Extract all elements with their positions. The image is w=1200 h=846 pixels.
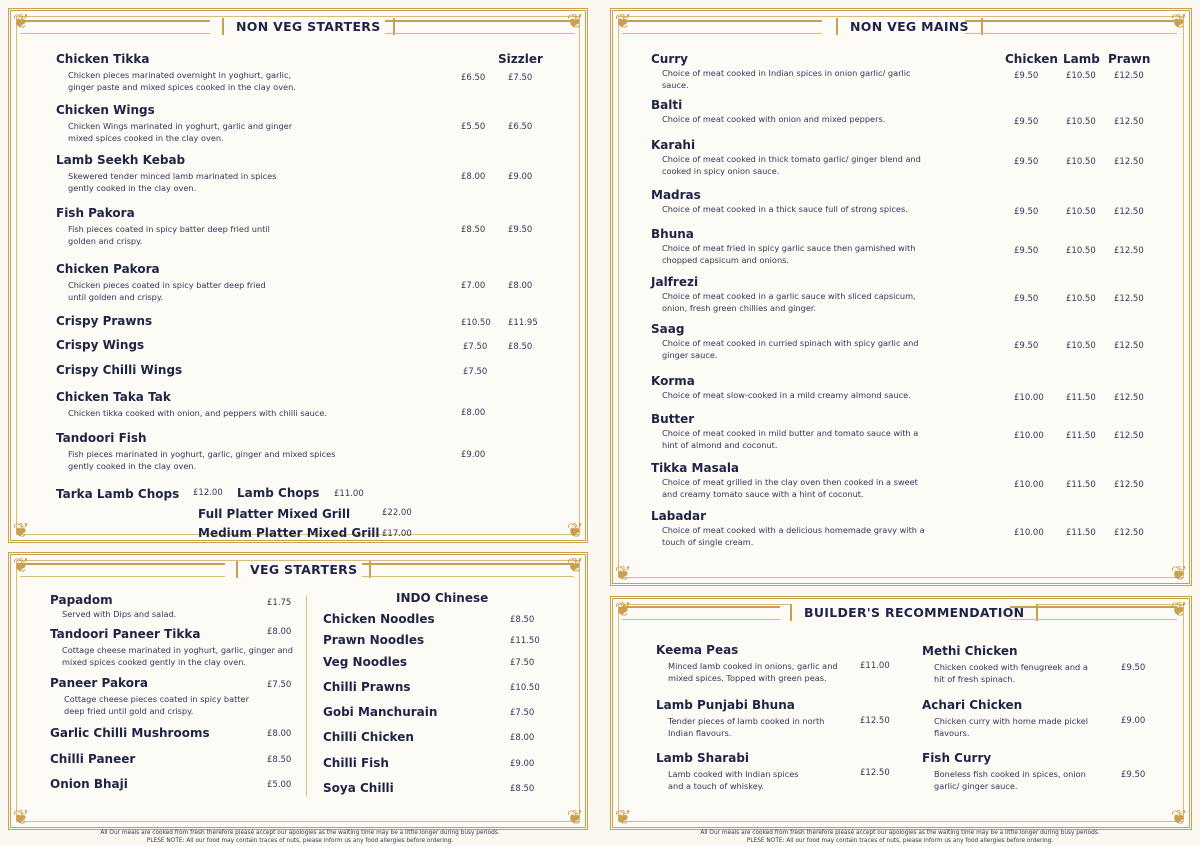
item-name: Methi Chicken [922,644,1018,658]
item-price: £8.00 [267,729,292,739]
list-item [651,275,941,314]
flourish-icon: ❦ [12,805,30,829]
item-price: £7.50 [463,367,488,377]
item-price: £7.00 [461,281,486,291]
item-description: Chicken tikka cooked with onion, and peppers with chilli sauce. [68,408,327,418]
flourish-icon: ❦ [614,597,632,621]
ornament-divider [20,563,225,577]
item-lamb-price: £11.50 [1066,431,1096,441]
item-price: £7.50 [463,342,488,352]
item-description: Choice of meat fried in spicy garlic sauce then garnished with chopped capsicum and onions. [662,243,916,265]
list-item [56,431,376,472]
item-chicken-price: £10.00 [1014,431,1044,441]
list-item [651,374,941,402]
item-name: Karahi [651,138,696,152]
flourish-icon: ❦ [1170,597,1188,621]
item-lamb-price: £10.50 [1066,157,1096,167]
list-item [656,751,856,792]
prawn-column-header: Prawn [1108,52,1151,66]
footer-note-right [640,830,1160,845]
item-name: Chilli Fish [323,756,389,770]
item-sizzler-price: £7.50 [508,73,533,83]
item-prawn-price: £12.50 [1114,117,1144,127]
item-price: £12.00 [193,488,223,498]
item-prawn-price: £12.50 [1114,393,1144,403]
item-price: £8.50 [510,784,535,794]
list-item [651,461,941,500]
item-description: Chicken pieces marinated overnight in yoghurt, garlic, ginger paste and mixed spices cooked in the clay oven. [68,70,296,92]
item-name: Saag [651,322,685,336]
flourish-icon: ❦ [614,9,632,33]
item-name: Chicken Wings [56,103,155,117]
item-price: £8.00 [461,172,486,182]
footer-line: All Our meals are cooked from fresh therefore please accept our apologies as the waiting time may be a little longer during busy periods. [700,830,1100,836]
flourish-icon: ❦ [614,561,632,585]
item-name: Crispy Prawns [56,314,153,328]
list-item [651,188,941,216]
item-description: Choice of meat cooked in Indian spices in onion garlic/ garlic sauce. [662,68,911,90]
ornament-divider [622,606,780,620]
item-price: £11.00 [860,661,890,671]
item-sizzler-price: £6.50 [508,122,533,132]
item-price: £5.50 [461,122,486,132]
item-description: Choice of meat cooked in thick tomato garlic/ ginger blend and cooked in spicy onion sauce. [662,154,921,176]
item-price: £11.50 [510,636,540,646]
item-description: Chicken curry with home made pickel flavours. [934,716,1089,738]
item-description: Choice of meat grilled in the clay oven then cooked in a sweet and creamy tomato sauce with a hint of coconut. [662,477,918,499]
item-description: Lamb cooked with Indian spices and a touch of whiskey. [668,769,799,791]
list-item [651,509,941,548]
item-description: Tender pieces of lamb cooked in north Indian flavours. [668,716,825,738]
item-price: £8.50 [510,615,535,625]
item-description: Served with Dips and salad. [62,609,177,619]
item-name: Tikka Masala [651,461,740,475]
item-price: £9.00 [1121,716,1146,726]
item-chicken-price: £9.50 [1014,341,1039,351]
item-price: £9.00 [461,450,486,460]
item-price: £6.50 [461,73,486,83]
item-name: Chilli Chicken [323,730,414,744]
list-item [656,643,856,684]
item-lamb-price: £11.50 [1066,393,1096,403]
item-name: Chicken Noodles [323,612,435,626]
item-price: £9.50 [1121,663,1146,673]
item-chicken-price: £9.50 [1014,294,1039,304]
ornament-divider [362,563,574,577]
item-prawn-price: £12.50 [1114,480,1144,490]
item-name: Keema Peas [656,643,739,657]
item-name: Curry [651,52,689,66]
item-name: Fish Curry [922,751,992,765]
item-name: Tarka Lamb Chops [56,487,180,501]
list-item [656,698,856,739]
lamb-column-header: Lamb [1063,52,1100,66]
item-description: Chicken pieces coated in spicy batter deep fried until golden and crispy. [68,280,266,302]
item-name: Prawn Noodles [323,633,425,647]
item-name: Lamb Chops [237,486,320,500]
flourish-icon: ❦ [614,805,632,829]
item-name: Tandoori Paneer Tikka [50,627,201,641]
flourish-icon: ❦ [1170,9,1188,33]
item-prawn-price: £12.50 [1114,71,1144,81]
item-price: £10.50 [461,318,491,328]
item-price: £8.50 [461,225,486,235]
list-item [651,412,941,451]
item-name: Chilli Paneer [50,752,136,766]
list-item [56,52,356,93]
item-price: £10.50 [510,683,540,693]
item-name: Korma [651,374,695,388]
item-prawn-price: £12.50 [1114,207,1144,217]
non-veg-starters-title: NON VEG STARTERS [222,18,395,35]
item-price: £12.50 [860,716,890,726]
item-prawn-price: £12.50 [1114,157,1144,167]
item-lamb-price: £10.50 [1066,71,1096,81]
item-description: Boneless fish cooked in spices, onion garlic/ ginger sauce. [934,769,1086,791]
chicken-column-header: Chicken [1005,52,1058,66]
item-lamb-price: £11.50 [1066,480,1096,490]
item-price: £9.50 [1121,770,1146,780]
item-price: £1.75 [267,598,292,608]
flourish-icon: ❦ [566,9,584,33]
item-price: £7.50 [267,680,292,690]
item-description: Choice of meat cooked with a delicious homemade gravy with a touch of single cream. [662,525,925,547]
item-sizzler-price: £8.00 [508,281,533,291]
flourish-icon: ❦ [12,553,30,577]
item-chicken-price: £9.50 [1014,246,1039,256]
item-lamb-price: £10.50 [1066,117,1096,127]
list-item [651,138,941,177]
item-price: £11.00 [334,489,364,499]
flourish-icon: ❦ [12,518,30,542]
item-prawn-price: £12.50 [1114,431,1144,441]
list-item [56,262,356,303]
item-description: Choice of meat cooked with onion and mixed peppers. [662,114,886,124]
item-description: Chicken cooked with fenugreek and a hit of fresh spinach. [934,662,1088,684]
item-description: Choice of meat slow-cooked in a mild creamy almond sauce. [662,390,911,400]
item-price: £9.00 [510,759,535,769]
ornament-divider [1010,606,1177,620]
list-item [50,593,300,621]
item-name: Onion Bhaji [50,777,128,791]
flourish-icon: ❦ [1170,805,1188,829]
flourish-icon: ❦ [566,553,584,577]
item-prawn-price: £12.50 [1114,246,1144,256]
list-item [922,644,1112,685]
list-item [651,52,941,91]
item-name: Labadar [651,509,707,523]
item-name: Chicken Pakora [56,262,160,276]
item-price: £17.00 [382,529,412,539]
item-name: Jalfrezi [651,275,699,289]
item-description: Choice of meat cooked in mild butter and tomato sauce with a hint of almond and coconut. [662,428,919,450]
item-description: Chicken Wings marinated in yoghurt, garlic and ginger mixed spices cooked in the clay oven. [68,121,293,143]
item-sizzler-price: £9.00 [508,172,533,182]
sizzler-column-header: Sizzler [498,52,543,66]
list-item [922,751,1112,792]
item-name: Papadom [50,593,113,607]
item-name: Lamb Punjabi Bhuna [656,698,795,712]
item-description: Fish pieces marinated in yoghurt, garlic, ginger and mixed spices gently cooked in the clay oven. [68,449,336,471]
ornament-divider [385,20,575,34]
item-lamb-price: £10.50 [1066,207,1096,217]
footer-line: PLESE NOTE: All our food may contain traces of nuts, please inform us any food allergies before ordering. [146,837,454,844]
item-name: Madras [651,188,701,202]
item-description: Choice of meat cooked in a garlic sauce with sliced capsicum, onion, fresh green chillies and ginger. [662,291,916,313]
list-item [56,153,356,194]
item-prawn-price: £12.50 [1114,341,1144,351]
list-item [56,206,356,247]
builders-title: BUILDER'S RECOMMENDATION [790,604,1038,621]
item-name: Tandoori Fish [56,431,147,445]
item-chicken-price: £10.00 [1014,393,1044,403]
column-divider [306,596,307,796]
item-lamb-price: £11.50 [1066,528,1096,538]
indo-chinese-title: INDO Chinese [396,591,489,605]
item-description: Cottage cheese marinated in yoghurt, garlic, ginger and mixed spices cooked gently in the clay oven. [62,645,293,667]
item-name: Soya Chilli [323,781,394,795]
item-price: £12.50 [860,768,890,778]
flourish-icon: ❦ [566,518,584,542]
item-name: Chicken Taka Tak [56,390,171,404]
item-name: Paneer Pakora [50,676,148,690]
item-prawn-price: £12.50 [1114,528,1144,538]
item-description: Choice of meat cooked in a thick sauce full of strong spices. [662,204,908,214]
item-name: Lamb Sharabi [656,751,750,765]
item-chicken-price: £10.00 [1014,480,1044,490]
list-item [651,98,941,126]
item-lamb-price: £10.50 [1066,341,1096,351]
item-name: Gobi Manchurain [323,705,438,719]
item-chicken-price: £9.50 [1014,117,1039,127]
footer-note [40,830,560,845]
item-description: Fish pieces coated in spicy batter deep fried until golden and crispy. [68,224,270,246]
flourish-icon: ❦ [566,805,584,829]
item-name: Garlic Chilli Mushrooms [50,726,210,740]
item-price: £22.00 [382,508,412,518]
item-name: Crispy Chilli Wings [56,363,183,377]
flourish-icon: ❦ [12,9,30,33]
list-item [56,103,356,144]
item-lamb-price: £10.50 [1066,294,1096,304]
item-price: £8.00 [461,408,486,418]
item-price: £8.50 [267,755,292,765]
item-name: Lamb Seekh Kebab [56,153,186,167]
footer-line: PLESE NOTE: All our food may contain traces of nuts, please inform us any food allergies before ordering. [746,837,1054,844]
item-description: Choice of meat cooked in curried spinach with spicy garlic and ginger sauce. [662,338,919,360]
item-description: Minced lamb cooked in onions, garlic and mixed spices. Topped with green peas. [668,661,838,683]
item-lamb-price: £10.50 [1066,246,1096,256]
item-name: Full Platter Mixed Grill [198,507,351,521]
item-name: Veg Noodles [323,655,408,669]
veg-starters-title: VEG STARTERS [236,561,371,578]
item-chicken-price: £9.50 [1014,71,1039,81]
item-name: Crispy Wings [56,338,145,352]
ornament-divider [965,20,1177,34]
footer-line: All Our meals are cooked from fresh therefore please accept our apologies as the waiting time may be a little longer during busy periods. [100,830,500,836]
list-item [922,698,1112,739]
item-price: £5.00 [267,780,292,790]
list-item [651,227,941,266]
non-veg-mains-title: NON VEG MAINS [836,18,983,35]
item-description: Cottage cheese pieces coated in spicy batter deep fried until gold and crispy. [64,694,249,716]
item-price: £7.50 [510,708,535,718]
item-name: Bhuna [651,227,694,241]
list-item [651,322,941,361]
item-sizzler-price: £11.95 [508,318,538,328]
item-chicken-price: £9.50 [1014,207,1039,217]
item-price: £8.00 [510,733,535,743]
item-prawn-price: £12.50 [1114,294,1144,304]
ornament-divider [20,20,210,34]
ornament-divider [622,20,822,34]
item-name: Fish Pakora [56,206,135,220]
item-price: £7.50 [510,658,535,668]
item-name: Achari Chicken [922,698,1023,712]
item-price: £8.00 [267,627,292,637]
item-name: Butter [651,412,695,426]
item-chicken-price: £9.50 [1014,157,1039,167]
item-description: Skewered tender minced lamb marinated in spices gently cooked in the clay oven. [68,171,277,193]
item-sizzler-price: £9.50 [508,225,533,235]
item-name: Balti [651,98,683,112]
item-name: Chicken Tikka [56,52,150,66]
list-item [56,390,376,420]
item-name: Medium Platter Mixed Grill [198,526,380,540]
item-name: Chilli Prawns [323,680,411,694]
item-chicken-price: £10.00 [1014,528,1044,538]
flourish-icon: ❦ [1170,561,1188,585]
item-sizzler-price: £8.50 [508,342,533,352]
